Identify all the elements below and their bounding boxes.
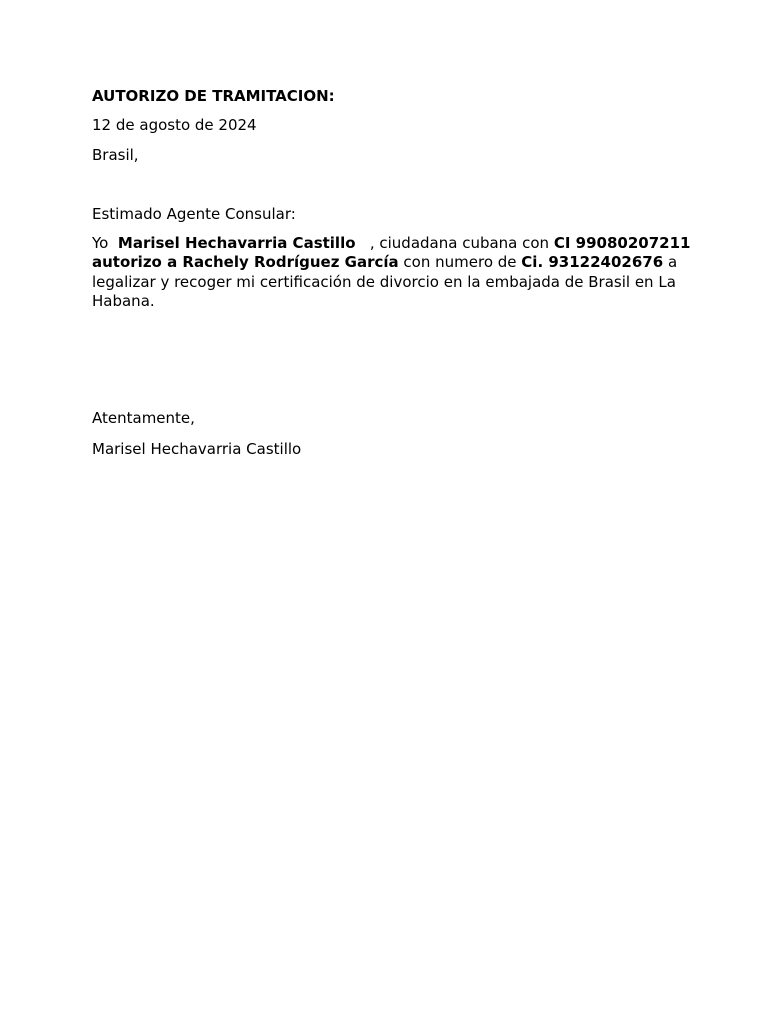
- body-ci2: Ci. 93122402676: [521, 253, 664, 272]
- document-date: 12 de agosto de 2024: [92, 116, 257, 134]
- document-place: Brasil,: [92, 146, 139, 164]
- body-ci: CI 99080207211: [553, 234, 691, 252]
- body-authorize: autorizo a Rachely Rodríguez García: [92, 253, 399, 272]
- body-name: Marisel Hechavarria Castillo: [117, 234, 356, 252]
- document-title: AUTORIZO DE TRAMITACION:: [92, 87, 335, 105]
- closing: Atentamente,: [92, 409, 195, 427]
- body-text2: con numero de: [403, 253, 517, 272]
- greeting: Estimado Agente Consular:: [92, 205, 296, 223]
- body-paragraph: [92, 234, 692, 311]
- body-yo: Yo: [92, 234, 109, 252]
- body-text3: a legalizar y recoger mi certificación de divorcio en la embajada de Brasil en La Habana.: [92, 253, 678, 310]
- signature: Marisel Hechavarria Castillo: [92, 440, 302, 458]
- body-text1: , ciudadana cubana con: [369, 234, 550, 252]
